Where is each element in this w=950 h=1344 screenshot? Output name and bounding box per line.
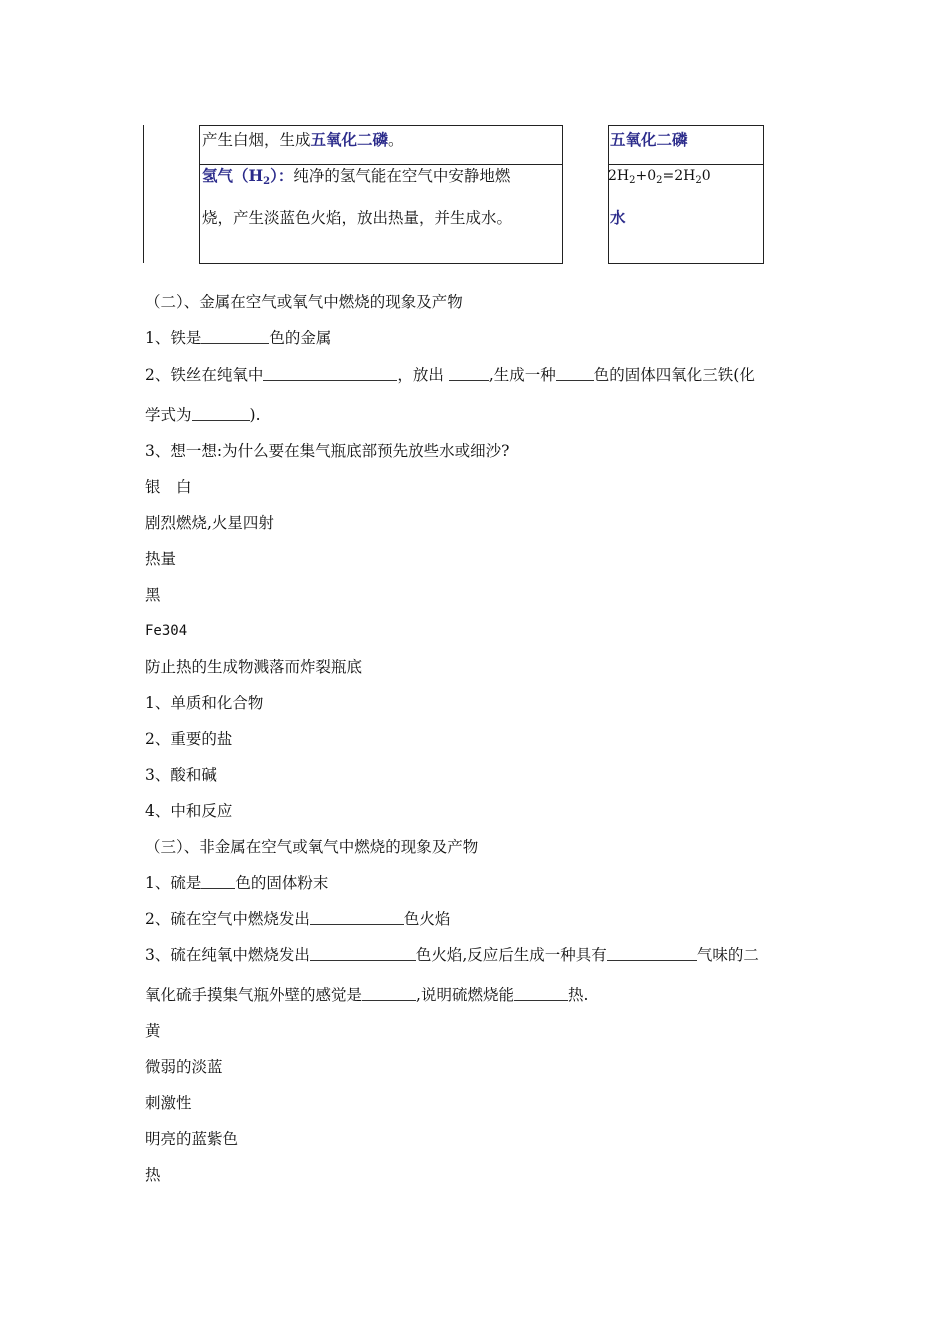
section2-answer: 黑 [145, 586, 161, 604]
section3-answer: 热 [145, 1166, 161, 1184]
row2-description-line2: 烧，产生淡蓝色火焰，放出热量，并生成水。 [202, 209, 513, 227]
row2-description-line1: 氢气$(H_2)$：纯净的氢气能在空气中安静地燃 [202, 166, 511, 187]
section2-q2-cont: 学式为 ). [145, 406, 261, 424]
section2-heading: （二）、金属在空气或氧气中燃烧的现象及产物 [145, 293, 463, 311]
section3-heading: （三）、非金属在空气或氧气中燃烧的现象及产物 [145, 838, 479, 856]
section3-q2: 2、硫在空气中燃烧发出 色火焰 [145, 910, 451, 928]
section2-answer: 银 白 [145, 478, 192, 496]
hydrogen-equation: $2H_2+0_2=2H_20$ [608, 168, 711, 186]
section2-answer: 防止热的生成物溅落而炸裂瓶底 [145, 658, 363, 676]
topic-item: 4、中和反应 [145, 802, 233, 820]
section3-answer: 明亮的蓝紫色 [145, 1130, 239, 1148]
row1-product: 五氧化二磷 [610, 130, 688, 149]
section2-answer: 热量 [145, 550, 177, 568]
section2-q1: 1、铁是 色的金属 [145, 329, 332, 347]
section2-answer: Fe304 [145, 623, 188, 639]
row1-description: 产生白烟，生成五氧化二磷。 [202, 130, 404, 149]
section2-q3: 3、想一想:为什么要在集气瓶底部预先放些水或细沙? [145, 442, 510, 460]
section2-q2: 2、铁丝在纯氧中 ，放出 ,生成一种 色的固体四氧化三铁(化 [145, 366, 755, 384]
table-left-border [143, 125, 144, 263]
section3-q1: 1、硫是 色的固体粉末 [145, 874, 329, 892]
section3-answer: 刺激性 [145, 1094, 192, 1112]
topic-item: 3、酸和碱 [145, 766, 217, 784]
section3-answer: 黄 [145, 1022, 161, 1040]
section3-q3-cont: 氧化硫手摸集气瓶外壁的感觉是 ,说明硫燃烧能 热. [145, 986, 589, 1004]
topic-item: 2、重要的盐 [145, 730, 233, 748]
section3-q3: 3、硫在纯氧中燃烧发出 色火焰,反应后生成一种具有 气味的二 [145, 946, 759, 964]
topic-item: 1、单质和化合物 [145, 694, 264, 712]
row2-product: 水 [610, 208, 626, 227]
section3-answer: 微弱的淡蓝 [145, 1058, 223, 1076]
section2-answer: 剧烈燃烧,火星四射 [145, 514, 274, 532]
